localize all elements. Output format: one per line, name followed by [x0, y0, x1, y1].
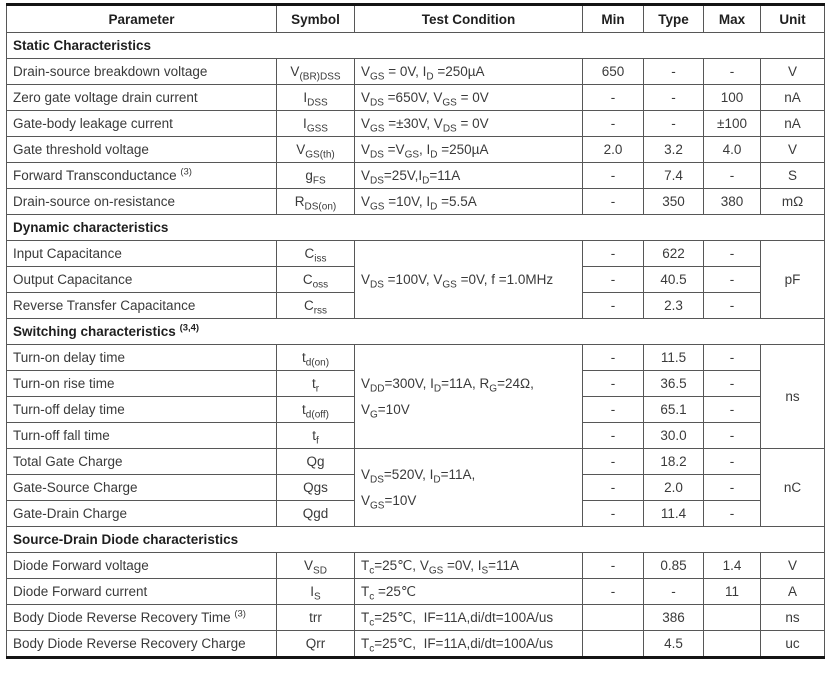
unit-cell: V — [761, 137, 825, 163]
table-body — [7, 33, 825, 658]
parameter-cell: Input Capacitance — [7, 241, 277, 267]
parameter-cell: Drain-source on-resistance — [7, 189, 277, 215]
parameter-cell: Turn-off fall time — [7, 423, 277, 449]
section-row-static — [7, 33, 825, 59]
header-min: Min — [583, 5, 644, 33]
parameter-cell: Gate-Source Charge — [7, 475, 277, 501]
symbol-cell: $I_{DSS}$ — [277, 85, 355, 111]
max-cell: - — [704, 345, 761, 371]
type-cell: 4.5 — [644, 631, 704, 658]
max-cell: ±100 — [704, 111, 761, 137]
max-cell: - — [704, 397, 761, 423]
min-cell: - — [583, 345, 644, 371]
max-cell: - — [704, 267, 761, 293]
symbol-cell: $C_{oss}$ — [277, 267, 355, 293]
table-row — [7, 449, 825, 475]
type-cell: - — [644, 579, 704, 605]
unit-cell: V — [761, 59, 825, 85]
type-cell: 386 — [644, 605, 704, 631]
max-cell: - — [704, 293, 761, 319]
min-cell — [583, 605, 644, 631]
table-row — [7, 137, 825, 163]
table-row — [7, 345, 825, 371]
min-cell: - — [583, 475, 644, 501]
min-cell: - — [583, 111, 644, 137]
min-cell: - — [583, 423, 644, 449]
unit-cell: S — [761, 163, 825, 189]
unit-cell: uc — [761, 631, 825, 658]
symbol-cell: $C_{iss}$ — [277, 241, 355, 267]
max-cell — [704, 631, 761, 658]
min-cell: 2.0 — [583, 137, 644, 163]
table-row — [7, 553, 825, 579]
parameter-cell: Body Diode Reverse Recovery Time $^{(3)}$ — [7, 605, 277, 631]
section-title: Dynamic characteristics — [7, 215, 825, 241]
min-cell: - — [583, 85, 644, 111]
table-row — [7, 163, 825, 189]
min-cell: - — [583, 293, 644, 319]
parameter-cell: Gate-Drain Charge — [7, 501, 277, 527]
max-cell: - — [704, 501, 761, 527]
section-row-diode — [7, 527, 825, 553]
table-row — [7, 579, 825, 605]
table-row — [7, 111, 825, 137]
parameter-cell: Total Gate Charge — [7, 449, 277, 475]
table-row — [7, 631, 825, 658]
max-cell: - — [704, 241, 761, 267]
max-cell: 11 — [704, 579, 761, 605]
table-row — [7, 59, 825, 85]
parameter-cell: Output Capacitance — [7, 267, 277, 293]
symbol-cell: Qgs — [277, 475, 355, 501]
type-cell: 2.3 — [644, 293, 704, 319]
min-cell: - — [583, 371, 644, 397]
type-cell: - — [644, 59, 704, 85]
header-unit: Unit — [761, 5, 825, 33]
symbol-cell: $V_{GS(th)}$ — [277, 137, 355, 163]
test-condition-cell: $V_{DS}=520V$, $I_D=11A$, $V_{GS}=10V$ — [355, 449, 583, 527]
section-title: Static Characteristics — [7, 33, 825, 59]
max-cell: - — [704, 371, 761, 397]
unit-cell: A — [761, 579, 825, 605]
min-cell: - — [583, 241, 644, 267]
max-cell — [704, 605, 761, 631]
symbol-cell: $t_{d(off)}$ — [277, 397, 355, 423]
section-row-dynamic — [7, 215, 825, 241]
parameter-cell: Gate threshold voltage — [7, 137, 277, 163]
symbol-cell: Qg — [277, 449, 355, 475]
min-cell: - — [583, 579, 644, 605]
symbol-cell: trr — [277, 605, 355, 631]
unit-cell: ns — [761, 605, 825, 631]
unit-cell: ns — [761, 345, 825, 449]
symbol-cell: $I_S$ — [277, 579, 355, 605]
header-max: Max — [704, 5, 761, 33]
min-cell: - — [583, 501, 644, 527]
min-cell: - — [583, 397, 644, 423]
test-condition-cell: $V_{DS}=25V,I_D=11A$ — [355, 163, 583, 189]
min-cell: - — [583, 449, 644, 475]
parameter-cell: Drain-source breakdown voltage — [7, 59, 277, 85]
min-cell: - — [583, 163, 644, 189]
max-cell: - — [704, 423, 761, 449]
test-condition-cell: $V_{DS} =100V$, $V_{GS} =0V$, f =1.0MHz — [355, 241, 583, 319]
min-cell: - — [583, 267, 644, 293]
test-condition-cell: $V_{DS} =V_{GS}$, $I_D =250\mu A$ — [355, 137, 583, 163]
type-cell: 11.5 — [644, 345, 704, 371]
min-cell: - — [583, 189, 644, 215]
parameter-cell: Turn-off delay time — [7, 397, 277, 423]
header-symbol: Symbol — [277, 5, 355, 33]
max-cell: 1.4 — [704, 553, 761, 579]
max-cell: - — [704, 163, 761, 189]
symbol-cell: $t_{d(on)}$ — [277, 345, 355, 371]
unit-cell: nA — [761, 111, 825, 137]
symbol-cell: $t_f$ — [277, 423, 355, 449]
datasheet-page — [6, 3, 824, 659]
unit-cell: nC — [761, 449, 825, 527]
symbol-cell: $t_r$ — [277, 371, 355, 397]
max-cell: 4.0 — [704, 137, 761, 163]
section-row-switching — [7, 319, 825, 345]
test-condition-cell: $V_{DS} =650V$, $V_{GS} = 0V$ — [355, 85, 583, 111]
parameter-cell: Zero gate voltage drain current — [7, 85, 277, 111]
symbol-cell: Qrr — [277, 631, 355, 658]
type-cell: - — [644, 111, 704, 137]
test-condition-cell: $T_c=25℃$, IF=11A,di/dt=100A/us — [355, 631, 583, 658]
type-cell: 36.5 — [644, 371, 704, 397]
symbol-cell: $g_{FS}$ — [277, 163, 355, 189]
table-row — [7, 605, 825, 631]
type-cell: 3.2 — [644, 137, 704, 163]
unit-cell: mΩ — [761, 189, 825, 215]
max-cell: - — [704, 449, 761, 475]
header-test-condition: Test Condition — [355, 5, 583, 33]
symbol-cell: $V_{SD}$ — [277, 553, 355, 579]
max-cell: 100 — [704, 85, 761, 111]
test-condition-cell: $T_c=25℃$, $V_{GS} =0V$, $I_S=11A$ — [355, 553, 583, 579]
test-condition-cell: $V_{GS} =10V$, $I_D =5.5A$ — [355, 189, 583, 215]
section-title: Source-Drain Diode characteristics — [7, 527, 825, 553]
test-condition-cell: $T_c$ =25℃ — [355, 579, 583, 605]
table-row — [7, 189, 825, 215]
symbol-cell: $R_{DS(on)}$ — [277, 189, 355, 215]
parameter-cell: Turn-on delay time — [7, 345, 277, 371]
electrical-characteristics-table — [6, 3, 825, 659]
type-cell: 18.2 — [644, 449, 704, 475]
type-cell: 350 — [644, 189, 704, 215]
parameter-cell: Diode Forward voltage — [7, 553, 277, 579]
min-cell: 650 — [583, 59, 644, 85]
type-cell: 7.4 — [644, 163, 704, 189]
type-cell: - — [644, 85, 704, 111]
type-cell: 30.0 — [644, 423, 704, 449]
symbol-cell: $I_{GSS}$ — [277, 111, 355, 137]
max-cell: 380 — [704, 189, 761, 215]
type-cell: 40.5 — [644, 267, 704, 293]
parameter-cell: Gate-body leakage current — [7, 111, 277, 137]
unit-cell: pF — [761, 241, 825, 319]
table-row — [7, 241, 825, 267]
symbol-cell: Qgd — [277, 501, 355, 527]
min-cell — [583, 631, 644, 658]
header-parameter: Parameter — [7, 5, 277, 33]
max-cell: - — [704, 475, 761, 501]
parameter-cell: Forward Transconductance $^{(3)}$ — [7, 163, 277, 189]
min-cell: - — [583, 553, 644, 579]
unit-cell: V — [761, 553, 825, 579]
parameter-cell: Diode Forward current — [7, 579, 277, 605]
unit-cell: nA — [761, 85, 825, 111]
symbol-cell: $C_{rss}$ — [277, 293, 355, 319]
type-cell: 65.1 — [644, 397, 704, 423]
type-cell: 11.4 — [644, 501, 704, 527]
header-row — [7, 5, 825, 33]
type-cell: 0.85 — [644, 553, 704, 579]
test-condition-cell: $V_{DD}=300V$, $I_D=11A$, $R_G=24\Omega$, $V_G=10V$ — [355, 345, 583, 449]
table-row — [7, 85, 825, 111]
table-header — [7, 5, 825, 33]
parameter-cell: Turn-on rise time — [7, 371, 277, 397]
type-cell: 2.0 — [644, 475, 704, 501]
test-condition-cell: $V_{GS} = 0V$, $I_D =250\mu A$ — [355, 59, 583, 85]
test-condition-cell: $V_{GS} =\pm 30V$, $V_{DS} = 0V$ — [355, 111, 583, 137]
test-condition-cell: $T_c=25℃$, IF=11A,di/dt=100A/us — [355, 605, 583, 631]
header-type: Type — [644, 5, 704, 33]
type-cell: 622 — [644, 241, 704, 267]
parameter-cell: Reverse Transfer Capacitance — [7, 293, 277, 319]
parameter-cell: Body Diode Reverse Recovery Charge — [7, 631, 277, 658]
max-cell: - — [704, 59, 761, 85]
section-title: Switching characteristics $^{(3,4)}$ — [7, 319, 825, 345]
symbol-cell: $V_{(BR)DSS}$ — [277, 59, 355, 85]
